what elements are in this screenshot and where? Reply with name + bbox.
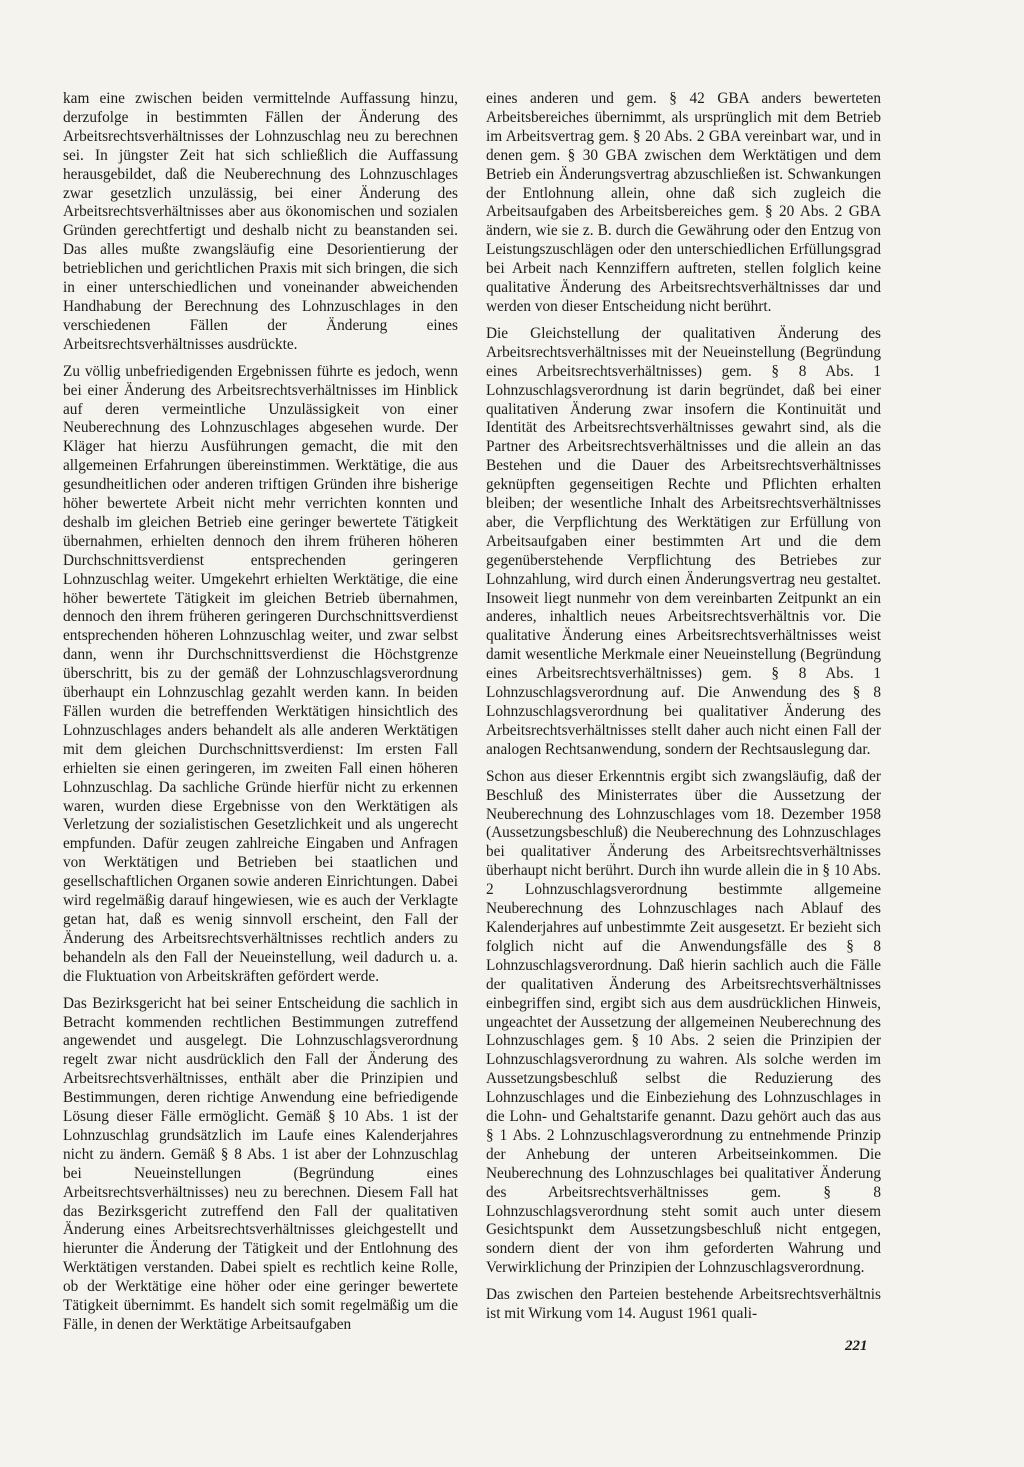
paragraph: kam eine zwischen beiden vermittelnde Auffassung hinzu, derzufolge in bestimmten Fällen der Änderung des Arbeitsrechtsverhältnisses der Lohnzuschlag neu zu berechnen sei. In jüngster Zeit hat sich schließlich die Auffassung herausgebildet, daß die Neuberechnung des Lohnzuschlages zwar gesetzlich unzulässig, bei einer Änderung des Arbeitsrechtsverhältnisses aber aus ökonomischen und sozialen Gründen gerechtfertigt und deshalb nicht zu beanstanden sei. Das alles mußte zwangsläufig eine Desorientierung der betrieblichen und gerichtlichen Praxis mit sich bringen, die sich in einer unterschiedlichen und voneinander abweichenden Handhabung der Berechnung des Lohnzuschlages in den verschiedenen Fällen der Änderung eines Arbeitsrechtsverhältnisses ausdrückte. xyxy=(63,90,458,353)
paragraph: Das zwischen den Parteien bestehende Arbeitsrechtsverhältnis ist mit Wirkung vom 14. August 1961 quali- xyxy=(486,1286,881,1323)
paragraph: Das Bezirksgericht hat bei seiner Entscheidung die sachlich in Betracht kommenden rechtlichen Bestimmungen zutreffend angewendet und ausgelegt. Die Lohnzuschlagsverordnung regelt zwar nicht ausdrücklich den Fall der Änderung des Arbeitsrechtsverhältnisses, enthält aber die Prinzipien und Bestimmungen, deren richtige Anwendung eine befriedigende Lösung dieser Fälle ermöglicht. Gemäß § 10 Abs. 1 ist der Lohnzuschlag grundsätzlich im Laufe eines Kalenderjahres nicht zu ändern. Gemäß § 8 Abs. 1 ist aber der Lohnzuschlag bei Neueinstellungen (Begründung eines Arbeitsrechtsverhältnisses) neu zu berechnen. Diesem Fall hat das Bezirksgericht zutreffend den Fall der qualitativen Änderung eines Arbeitsrechtsverhältnisses gleichgestellt und hierunter die Änderung der Tätigkeit und der Entlohnung des Werktätigen verstanden. Dabei spielt es rechtlich keine Rolle, ob der Werktätige eine höher oder eine geringer bewertete Tätigkeit übernimmt. Es handelt sich somit regelmäßig um die Fälle, in denen der Werktätige Arbeitsaufgaben xyxy=(63,994,458,1333)
right-text-column xyxy=(486,90,881,1332)
page-number: 221 xyxy=(845,1338,868,1354)
paragraph: eines anderen und gem. § 42 GBA anders bewerteten Arbeitsbereiches übernimmt, als ursprünglich mit dem Betrieb im Arbeitsvertrag gem. § 20 Abs. 2 GBA vereinbart war, und in denen gem. § 30 GBA zwischen dem Werktätigen und dem Betrieb ein Änderungsvertrag abzuschließen ist. Schwankungen der Entlohnung allein, ohne daß sich zugleich die Arbeitsaufgaben des Arbeitsbereiches gem. § 20 Abs. 2 GBA ändern, wie sie z. B. durch die Gewährung oder den Entzug von Leistungszuschlägen oder den unterschiedlichen Erfüllungsgrad bei Arbeit nach Kennziffern auftreten, stellen folglich keine qualitative Änderung des Arbeitsrechtsverhältnisses dar und werden von dieser Entscheidung nicht berührt. xyxy=(486,90,881,315)
left-text-column xyxy=(63,90,458,1343)
paragraph: Schon aus dieser Erkenntnis ergibt sich zwangsläufig, daß der Beschluß des Ministerrates über die Aussetzung der Neuberechnung des Lohnzuschlages vom 18. Dezember 1958 (Aussetzungsbeschluß) die Neuberechnung des Lohnzuschlages bei qualitativer Änderung des Arbeitsrechtsverhältnisses überhaupt nicht berührt. Durch ihn wurde allein die in § 10 Abs. 2 Lohnzuschlagsverordnung bestimmte allgemeine Neuberechnung des Lohnzuschlages nach Ablauf des Kalenderjahres auf unbestimmte Zeit ausgesetzt. Er bezieht sich folglich nicht auf die Anwendungsfälle des § 8 Lohnzuschlagsverordnung. Daß hierin sachlich auch die Fälle der qualitativen Änderung des Arbeitsrechtsverhältnisses einbegriffen sind, ergibt sich aus dem ausdrücklichen Hinweis, ungeachtet der Aussetzung der allgemeinen Neuberechnung des Lohnzuschlages gem. § 10 Abs. 2 seien die Prinzipien der Lohnzuschlagsverordnung zu wahren. Als solche werden im Aussetzungsbeschluß selbst die Reduzierung des Lohnzuschlages und die Einbeziehung des Lohnzuschlages in die Lohn- und Gehaltstarife genannt. Dazu gehört auch das aus § 1 Abs. 2 Lohnzuschlagsverordnung zu entnehmende Prinzip der Anhebung der unteren Arbeitseinkommen. Die Neuberechnung des Lohnzuschlages bei qualitativer Änderung des Arbeitsrechtsverhältnisses gem. § 8 Lohnzuschlagsverordnung steht somit auch unter diesem Gesichtspunkt dem Aussetzungsbeschluß nicht entgegen, sondern dient der von ihm geforderten Wahrung und Verwirklichung der Prinzipien der Lohnzuschlagsverordnung. xyxy=(486,767,881,1277)
paragraph: Die Gleichstellung der qualitativen Änderung des Arbeitsrechtsverhältnisses mit der Neueinstellung (Begründung eines Arbeitsrechtsverhältnisses) gem. § 8 Abs. 1 Lohnzuschlagsverordnung ist darin begründet, daß bei einer qualitativen Änderung zwar insofern die Kontinuität und Identität des Arbeitsrechtsverhältnisses gewahrt sind, als die Partner des Arbeitsrechtsverhältnisses und die allein an das Bestehen und die Dauer des Arbeitsrechtsverhältnisses geknüpften gegenseitigen Rechte und Pflichten erhalten bleiben; der wesentliche Inhalt des Arbeitsrechtsverhältnisses aber, die Verpflichtung des Werktätigen zur Erfüllung von Arbeitsaufgaben einer bestimmten Art und die dem gegenüberstehende Verpflichtung des Betriebes zur Lohnzahlung, wird durch einen Änderungsvertrag neu gestaltet. Insoweit liegt nunmehr von dem vereinbarten Zeitpunkt an ein anderes, inhaltlich neues Arbeitsrechtsverhältnis vor. Die qualitative Änderung eines Arbeitsrechtsverhältnisses weist damit wesentliche Merkmale einer Neueinstellung (Begründung eines Arbeitsrechtsverhältnisses) gem. § 8 Abs. 1 Lohnzuschlagsverordnung auf. Die Anwendung des § 8 Lohnzuschlagsverordnung bei qualitativer Änderung des Arbeitsrechtsverhältnisses stellt daher auch nicht einen Fall der analogen Rechtsanwendung, sondern der Rechtsauslegung dar. xyxy=(486,324,881,758)
paragraph: Zu völlig unbefriedigenden Ergebnissen führte es jedoch, wenn bei einer Änderung des Arbeitsrechtsverhältnisses im Hinblick auf deren vermeintliche Unzulässigkeit von einer Neuberechnung des Lohnzuschlages abgesehen wurde. Der Kläger hat hierzu Ausführungen gemacht, die mit den allgemeinen Erfahrungen übereinstimmen. Werktätige, die aus gesundheitlichen oder anderen triftigen Gründen ihre bisherige höher bewertete Arbeit nicht mehr verrichten konnten und deshalb im gleichen Betrieb eine geringer bewertete Tätigkeit übernahmen, erhielten dennoch den ihrem früheren höheren Durchschnittsverdienst entsprechenden geringeren Lohnzuschlag weiter. Umgekehrt erhielten Werktätige, die eine höher bewertete Tätigkeit im gleichen Betrieb übernahmen, dennoch den ihrem früheren geringeren Durchschnittsverdienst entsprechenden höheren Lohnzuschlag weiter, und zwar selbst dann, wenn ihr Durchschnittsverdienst die Höchstgrenze überschritt, bis zu der gemäß der Lohnzuschlagsverordnung überhaupt ein Lohnzuschlag gezahlt werden kann. In beiden Fällen wurden die betreffenden Werktätigen hinsichtlich des Lohnzuschlages anders behandelt als alle anderen Werktätigen mit dem gleichen Durchschnittsverdienst: Im ersten Fall erhielten sie einen geringeren, im zweiten Fall einen höheren Lohnzuschlag. Da sachliche Gründe hierfür nicht zu erkennen waren, wurden diese Ergebnisse von den Werktätigen als Verletzung der sozialistischen Gesetzlichkeit und als ungerecht empfunden. Dafür zeugen zahlreiche Eingaben und Anfragen von Werktätigen und Betrieben bei staatlichen und gesellschaftlichen Organen sowie anderen Einrichtungen. Dabei wird regelmäßig darauf hingewiesen, wie es auch der Verklagte getan hat, daß es wenig sinnvoll erscheint, den Fall der Änderung des Arbeitsrechtsverhältnisses rechtlich anders zu behandeln als den Fall der Neueinstellung, weil dadurch u. a. die Fluktuation von Arbeitskräften gefördert werde. xyxy=(63,362,458,985)
